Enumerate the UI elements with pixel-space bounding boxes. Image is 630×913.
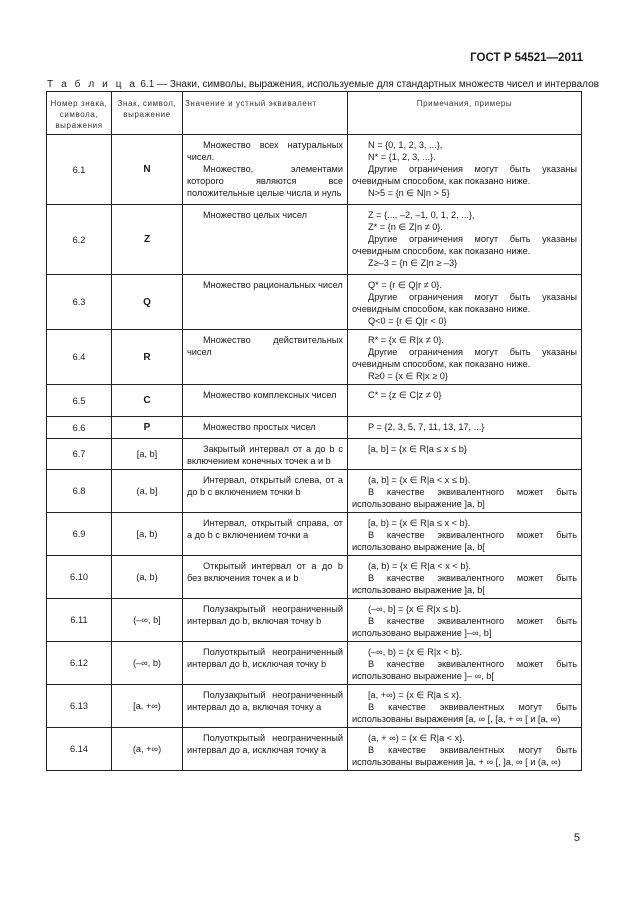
row-meaning [183,205,348,275]
table-header-row [47,92,582,135]
row-number: 6.14 [47,728,112,771]
note-line: В качестве эквивалентного может быть использовано выражение [a, b[ [352,530,577,552]
row-symbol [112,135,183,205]
col-header-meaning: Значение и устный эквивалент [183,92,348,135]
meaning-line: Полуоткрытый неограниченный интервал до b, исключая точку b [187,647,343,669]
meaning-line: Множество простых чисел [203,422,316,432]
symbol-text: [a, b] [136,449,158,459]
table-row [47,417,582,439]
row-notes [348,513,582,556]
row-meaning [183,439,348,470]
row-symbol [112,439,183,470]
table-row [47,330,582,385]
note-line: Z≥–3 = {n ∈ Z|n ≥ –3} [368,258,458,268]
row-symbol [112,513,183,556]
row-symbol [112,728,183,771]
note-line: (a, + ∞) = {x ∈ R|a < x}. [368,733,465,743]
symbol-text: (a, b) [136,572,158,582]
table-row [47,728,582,771]
note-line: Q* = {r ∈ Q|r ≠ 0}. [368,280,442,290]
row-number: 6.12 [47,642,112,685]
row-notes [348,330,582,385]
note-line: C* = {z ∈ C|z ≠ 0} [368,390,442,400]
row-notes [348,135,582,205]
row-notes [348,417,582,439]
meaning-line: Множество всех натуральных чисел. [187,140,343,162]
meaning-line: Множество, элементами которого являются все положительные целые числа и нуль [187,164,343,198]
table-row [47,599,582,642]
meaning-line: Открытый интервал от a до b без включения точек a и b [187,561,343,583]
row-symbol [112,417,183,439]
row-symbol [112,385,183,417]
table-caption [47,79,599,90]
row-symbol [112,470,183,513]
row-number: 6.8 [47,470,112,513]
symbol-text: (a, +∞) [132,744,162,754]
symbol-text: C [143,395,151,406]
page-number: 5 [573,832,580,844]
meaning-line: Интервал, открытый слева, от a до b с включением точки b [187,475,343,497]
row-number: 6.10 [47,556,112,599]
row-symbol [112,642,183,685]
row-symbol [112,205,183,275]
row-meaning [183,513,348,556]
meaning-line: Множество рациональных чисел [203,280,343,290]
row-meaning [183,642,348,685]
symbols-table [46,91,582,771]
meaning-line: Полузакрытый неограниченный интервал до a, включая точку a [187,690,343,712]
note-line: В качестве эквивалентного может быть использовано выражение ]–∞, b] [352,616,577,638]
note-line: [a, b) = {x ∈ R|a ≤ x < b}. [368,518,471,528]
row-meaning [183,385,348,417]
note-line: Другие ограничения могут быть указаны очевидным способом, как показано ниже. [352,292,577,314]
row-number: 6.11 [47,599,112,642]
symbol-text: (a, b] [136,486,158,496]
note-line: P = {2, 3, 5, 7, 11, 13, 17, ...} [368,422,485,432]
row-meaning [183,330,348,385]
note-line: В качестве эквивалентного может быть использовано выражение ]a, b[ [352,573,577,595]
symbol-text: R [143,351,151,363]
row-meaning [183,599,348,642]
caption-text: 6.1 — Знаки, символы, выражения, используемые для стандартных множеств чисел и интервалов [137,79,599,90]
symbol-text: N [143,164,151,175]
row-number: 6.7 [47,439,112,470]
row-notes [348,205,582,275]
row-notes [348,599,582,642]
note-line: Q<0 = {r ∈ Q|r < 0} [368,316,447,326]
row-meaning [183,728,348,771]
row-notes [348,275,582,330]
document-id: ГОСТ Р 54521—2011 [470,52,583,64]
row-number: 6.4 [47,330,112,385]
note-line: Другие ограничения могут быть указаны очевидным способом, как показано ниже. [352,347,577,369]
caption-prefix: Т а б л и ц а [47,79,138,90]
row-meaning [183,275,348,330]
note-line: (a, b) = {x ∈ R|a < x < b}. [368,561,472,571]
col-header-symbol: Знак, символ, выражение [112,92,183,135]
table-row [47,439,582,470]
note-line: В качестве эквивалентных могут быть использованы выражения [a, ∞ [, [a, + ∞ [ и [a, ∞) [352,702,577,724]
row-notes [348,556,582,599]
table-row [47,685,582,728]
row-symbol [112,330,183,385]
symbol-text: [a, b) [136,529,158,539]
note-line: В качестве эквивалентных могут быть использованы выражения ]a, + ∞ [, ]a, ∞ [ и (a, ∞) [352,745,577,767]
note-line: Другие ограничения могут быть указаны очевидным способом, как показано ниже. [352,164,577,186]
row-number: 6.6 [47,417,112,439]
meaning-line: Интервал, открытый справа, от a до b с включением точки a [187,518,343,540]
row-symbol [112,599,183,642]
row-number: 6.9 [47,513,112,556]
meaning-line: Множество действительных чисел [187,335,343,357]
symbol-text: P [143,422,151,433]
note-line: N>5 = {n ∈ N|n > 5} [368,188,450,198]
symbol-text: Z [143,234,151,245]
row-symbol [112,556,183,599]
row-notes [348,439,582,470]
note-line: [a, +∞) = {x ∈ R|a ≤ x}. [368,690,462,700]
symbol-text: Q [143,296,151,308]
note-line: [a, b] = {x ∈ R|a ≤ x ≤ b} [368,444,467,454]
note-line: В качестве эквивалентного может быть использовано выражение ]a, b] [352,487,577,509]
table-row [47,513,582,556]
table-row [47,642,582,685]
note-line: R* = {x ∈ R|x ≠ 0}. [368,335,444,345]
col-header-number: Номер знака, символа, выражения [47,92,112,135]
symbol-text: (–∞, b] [133,615,161,625]
row-meaning [183,685,348,728]
note-line: Z* = {n ∈ Z|n ≠ 0}. [368,222,443,232]
row-meaning [183,135,348,205]
meaning-line: Полуоткрытый неограниченный интервал до a, исключая точку a [187,733,343,755]
row-meaning [183,556,348,599]
symbol-text: [a, +∞) [133,701,161,711]
meaning-line: Множество целых чисел [203,210,307,220]
table-row [47,135,582,205]
table-row [47,385,582,417]
note-line: В качестве эквивалентного может быть использовано выражение ]– ∞, b[ [352,659,577,681]
row-number: 6.3 [47,275,112,330]
row-number: 6.5 [47,385,112,417]
meaning-line: Множество комплексных чисел [203,390,337,400]
note-line: (–∞, b) = {x ∈ R|x < b}. [368,647,463,657]
row-notes [348,385,582,417]
row-notes [348,728,582,771]
table-row [47,205,582,275]
note-line: Z = {..., –2, –1, 0, 1, 2, ...}, [368,210,475,220]
row-symbol [112,685,183,728]
row-number: 6.1 [47,135,112,205]
row-notes [348,685,582,728]
table-row [47,275,582,330]
row-meaning [183,470,348,513]
row-number: 6.13 [47,685,112,728]
note-line: N = {0, 1, 2, 3, ...}, [368,140,443,150]
meaning-line: Полузакрытый неограниченный интервал до b, включая точку b [187,604,343,626]
row-notes [348,642,582,685]
row-meaning [183,417,348,439]
col-header-notes: Примечания, примеры [348,92,582,135]
note-line: Другие ограничения могут быть указаны очевидным способом, как показано ниже. [352,234,577,256]
row-symbol [112,275,183,330]
note-line: N* = {1, 2, 3, ...}. [368,152,436,162]
note-line: (a, b] = {x ∈ R|a < x ≤ b}. [368,475,471,485]
table-row [47,470,582,513]
symbol-text: (–∞, b) [133,658,161,668]
meaning-line: Закрытый интервал от a до b с включением конечных точек a и b [187,444,343,466]
note-line: (–∞, b] = {x ∈ R|x ≤ b}. [368,604,462,614]
note-line: R≥0 = {x ∈ R|x ≥ 0} [368,371,448,381]
row-notes [348,470,582,513]
row-number: 6.2 [47,205,112,275]
table-row [47,556,582,599]
